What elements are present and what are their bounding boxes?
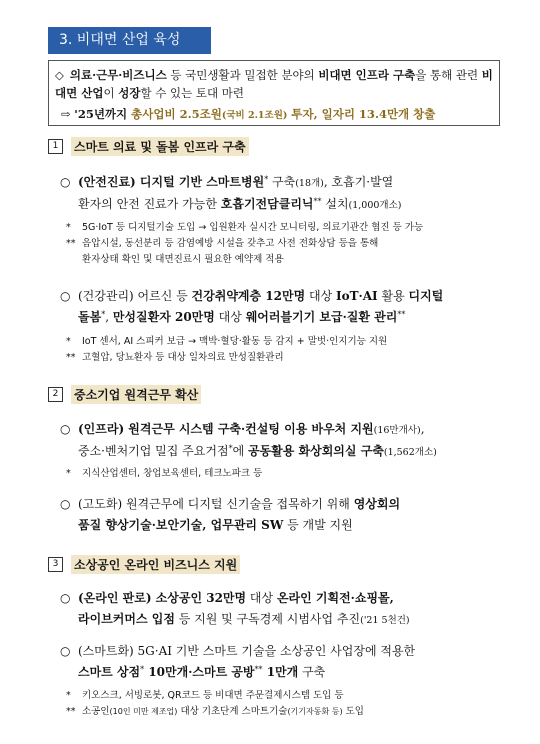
bullet-text: (고도화) 원격근무에 디지털 신기술을 접목하기 위해	[78, 497, 354, 511]
bullet-text: 건강취약계층 12만명	[191, 289, 306, 303]
bullet-text: 구축	[268, 175, 296, 189]
bullet-text: 라이브커머스 입점	[78, 612, 175, 626]
bullet-text: 에	[232, 444, 248, 458]
footnote-mark: *	[66, 222, 71, 233]
bullet-text: 대상	[305, 289, 336, 303]
bullet-text: (16만개사)	[373, 425, 421, 436]
subsection-heading	[48, 385, 201, 404]
footnote-mark: **	[66, 352, 76, 363]
bullet-text: (스마트화) 5G·AI 기반 스마트 기술을 소상공인 사업장에 적용한	[78, 644, 416, 658]
bullet-text: 디지털	[408, 289, 444, 303]
summary-seg: 비대면 산업	[55, 68, 493, 100]
bullet-text: 품질 향상기술·보안기술, 업무관리 SW	[78, 518, 284, 532]
footnote-block	[66, 466, 506, 482]
footnote-mark: *	[66, 336, 71, 347]
bullet-circle-icon: ○	[60, 591, 71, 605]
summary-seg: 의료·근무·비즈니스	[69, 68, 167, 82]
bullet-item	[60, 494, 508, 536]
bullet-text: (안전진료) 디지털 기반 스마트병원	[78, 175, 265, 189]
summary-seg: 비대면 인프라 구축	[318, 68, 416, 82]
bullet-circle-icon: ○	[60, 644, 71, 658]
footnote-text: 환자상태 확인 및 대면진료시 필요한 예약제 적용	[82, 254, 284, 265]
bullet-text: ,	[105, 310, 113, 324]
bullet-text: 스마트 상점	[78, 665, 141, 679]
footnote-text: 소공인	[82, 706, 110, 717]
subsection-title: 스마트 의료 및 돌봄 인프라 구축	[71, 137, 249, 156]
bullet-text: 대상	[246, 591, 277, 605]
summary-seg: 등 국민생활과 밀접한 분야의	[166, 68, 319, 82]
footnote-text: 대상 기초단계 스마트기술	[177, 706, 288, 717]
footnote-block	[66, 334, 506, 366]
bullet-text: 등 지원 및 구독경제 시범사업 추진	[174, 612, 361, 626]
bullet-text: (18개)	[295, 178, 324, 189]
summary-box	[48, 60, 500, 126]
bullet-item	[60, 641, 508, 683]
section-title: 3. 비대면 산업 육성	[48, 27, 211, 54]
footnote-mark: *	[66, 468, 71, 479]
bullet-circle-icon: ○	[60, 289, 71, 303]
bullet-text: 영상회의	[353, 497, 401, 511]
subsection-number: 1	[48, 139, 63, 154]
bullet-text: 돌봄	[78, 310, 102, 324]
footnote-mark: **	[254, 665, 263, 674]
bullet-text: (온라인 판로) 소상공인 32만명	[78, 591, 247, 605]
bullet-text: (1,562개소)	[383, 447, 437, 458]
footnote-text: 도입	[342, 706, 364, 717]
summary-text	[55, 66, 495, 102]
target-investment: 투자, 일자리 13.4만개 창출	[287, 107, 436, 121]
footnote-block	[66, 220, 506, 268]
summary-seg: 성장	[118, 86, 141, 100]
bullet-text: 등 개발 지원	[283, 518, 353, 532]
target-year: '25년까지	[74, 107, 128, 121]
arrow-icon: ⇨	[61, 107, 71, 121]
footnote-mark: **	[397, 310, 406, 319]
bullet-circle-icon: ○	[60, 175, 71, 189]
bullet-text: ,	[420, 422, 425, 436]
summary-seg: 이	[103, 86, 119, 100]
footnote-text: (기기자동화 등)	[287, 707, 343, 716]
summary-target	[61, 106, 435, 124]
bullet-text: 대상	[214, 310, 246, 324]
footnote-text: 지식산업센터, 창업보육센터, 테크노파크 등	[82, 468, 263, 479]
bullet-text: IoT·AI	[336, 289, 378, 303]
bullet-text: 온라인 기획전·쇼핑몰,	[276, 591, 394, 605]
bullet-item	[60, 286, 508, 328]
footnote-text: (10인 미만 제조업)	[109, 707, 178, 716]
target-budget: 총사업비 2.5조원	[127, 107, 222, 121]
bullet-text: 공동활용 화상회의실 구축	[247, 444, 384, 458]
bullet-text: (인프라) 원격근무 시스템 구축·컨설팅 이용 바우처 지원	[78, 422, 374, 436]
footnote-mark: **	[66, 238, 76, 249]
bullet-text: , 호흡기·발열	[323, 175, 394, 189]
footnote-text: 키오스크, 서빙로봇, QR코드 등 비대면 주문결제시스템 도입 등	[82, 690, 344, 701]
footnote-mark: *	[228, 444, 233, 453]
subsection-number: 3	[48, 557, 63, 572]
bullet-text: 활용	[377, 289, 409, 303]
summary-seg: 을 통해 관련	[415, 68, 482, 82]
footnote-text: 5G·IoT 등 디지털기술 도입 → 입원환자 실시간 모니터링, 의료기관간 협진 등 가능	[82, 222, 424, 233]
subsection-title: 소상공인 온라인 비즈니스 지원	[71, 555, 240, 574]
subsection-heading	[48, 137, 249, 156]
bullet-text: 만성질환자 20만명	[112, 310, 215, 324]
footnote-mark: *	[66, 690, 71, 701]
summary-seg: 할 수 있는 토대 마련	[140, 86, 244, 100]
target-budget-sub: (국비 2.1조원)	[221, 110, 288, 121]
footnote-mark: *	[101, 310, 106, 319]
bullet-text: 웨어러블기기 보급·질환 관리	[245, 310, 398, 324]
bullet-text: (1,000개소)	[348, 200, 402, 211]
subsection-heading	[48, 555, 240, 574]
footnote-mark: *	[264, 175, 269, 184]
footnote-text: IoT 센서, AI 스피커 보급 → 맥박·혈당·활동 등 감지 + 말벗·인지기능 지원	[82, 336, 388, 347]
footnote-text: 고혈압, 당뇨환자 등 대상 일차의료 만성질환관리	[82, 352, 284, 363]
bullet-item	[60, 588, 508, 631]
subsection-title: 중소기업 원격근무 확산	[71, 385, 201, 404]
bullet-item	[60, 419, 508, 463]
bullet-text: 구축	[298, 665, 326, 679]
footnote-text: 음압시설, 동선분리 등 감염예방 시설을 갖추고 사전 전화상담 등을 통해	[82, 238, 379, 249]
footnote-mark: **	[313, 197, 322, 206]
diamond-icon: ◇	[55, 68, 64, 82]
footnote-block	[66, 688, 506, 720]
footnote-mark: **	[66, 706, 76, 717]
bullet-text: ('21 5천건)	[360, 615, 410, 626]
bullet-text: 중소·벤처기업 밀집 주요거점	[78, 444, 229, 458]
bullet-circle-icon: ○	[60, 422, 71, 436]
bullet-text: 10만개·스마트 공방	[144, 665, 255, 679]
bullet-text: 환자의 안전 진료가 가능한	[78, 197, 221, 211]
bullet-text: 설치	[321, 197, 349, 211]
footnote-mark: *	[140, 665, 145, 674]
bullet-circle-icon: ○	[60, 497, 71, 511]
bullet-text: (건강관리) 어르신 등	[78, 289, 192, 303]
bullet-item	[60, 172, 508, 216]
bullet-text: 1만개	[262, 665, 299, 679]
subsection-number: 2	[48, 387, 63, 402]
bullet-text: 호흡기전담클리닉	[220, 197, 314, 211]
